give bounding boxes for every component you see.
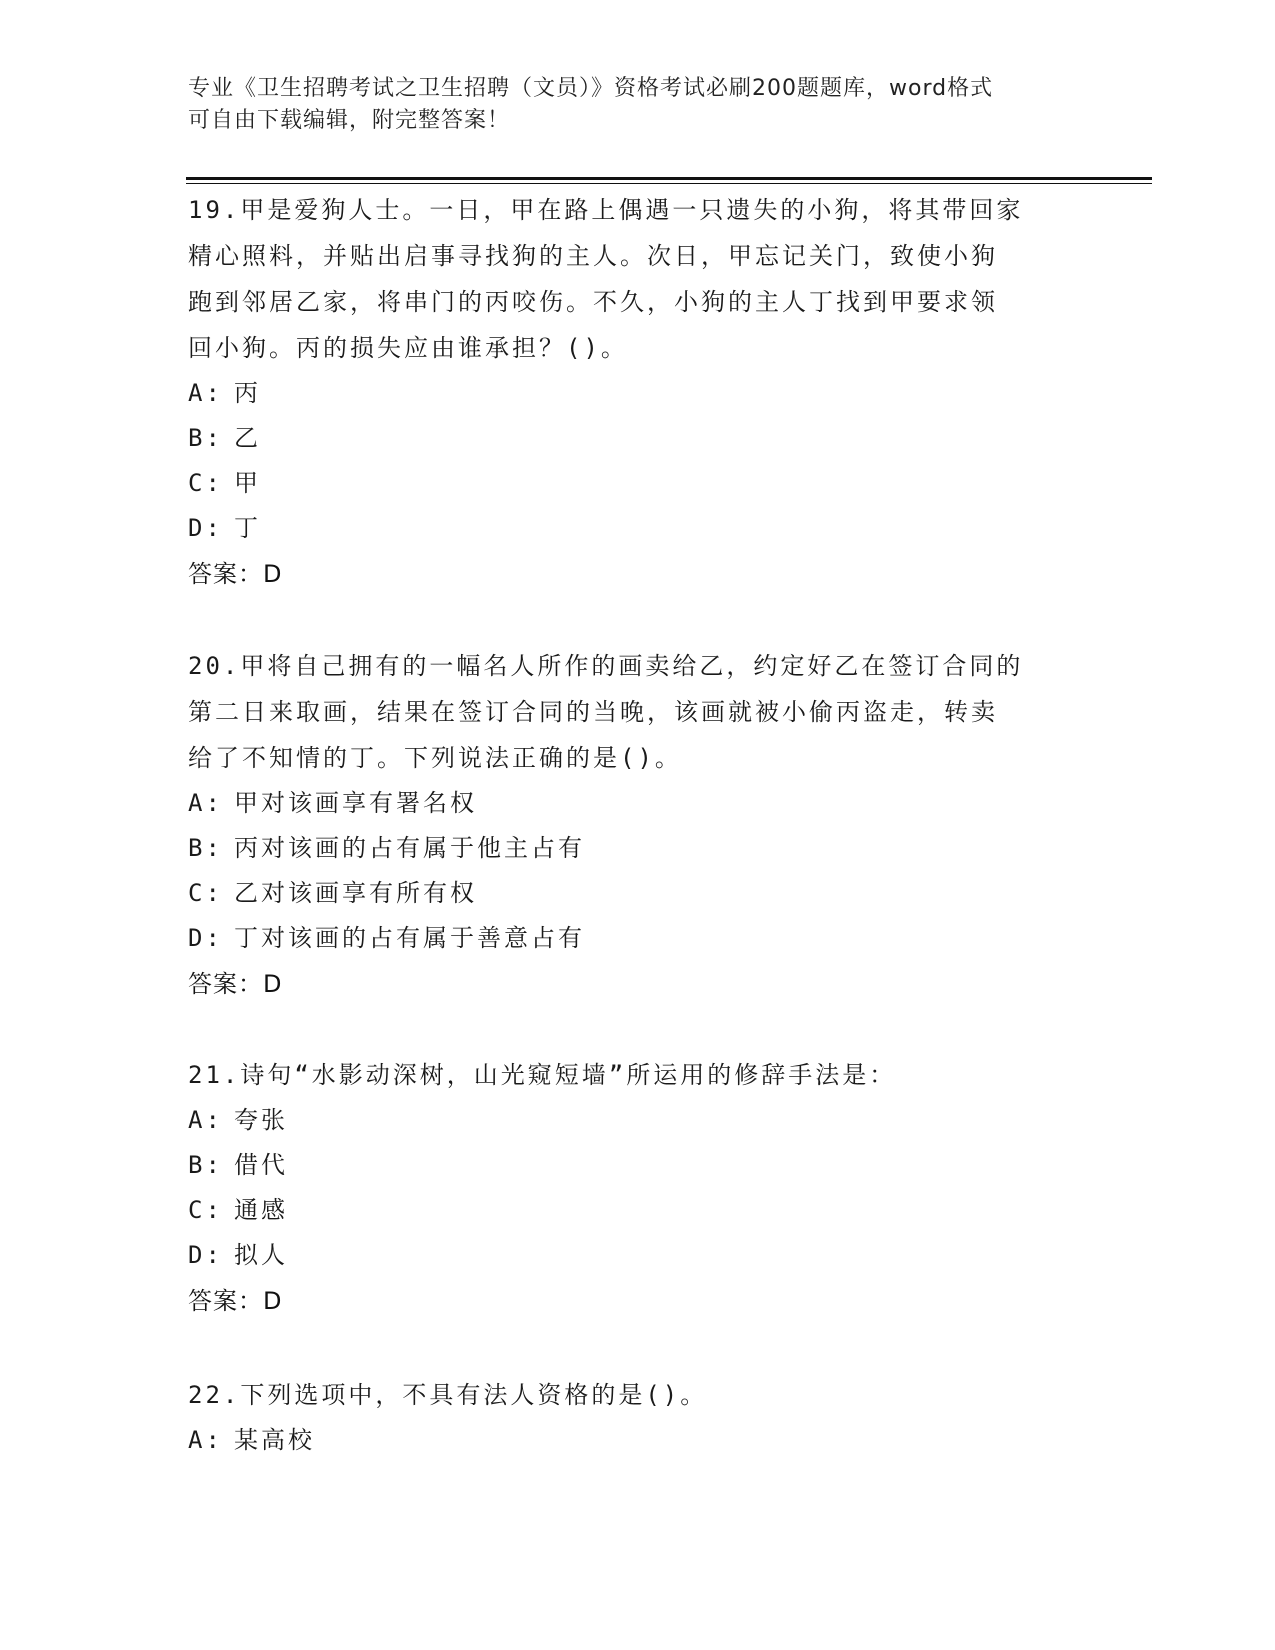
- option-a: [188, 1418, 1088, 1463]
- option-text: 丙: [234, 379, 261, 407]
- option-text: 甲: [234, 469, 261, 497]
- question-stem-line: 回小狗。丙的损失应由谁承担？()。: [188, 334, 628, 362]
- option-a: [188, 1098, 1088, 1143]
- option-text: 借代: [234, 1151, 288, 1179]
- option-key: D:: [188, 924, 223, 952]
- option-d: [188, 1233, 1088, 1278]
- question-22: [188, 1372, 1088, 1463]
- option-key: C:: [188, 1196, 223, 1224]
- option-text: 甲对该画享有署名权: [234, 789, 477, 817]
- option-text: 某高校: [234, 1426, 315, 1454]
- document-header: [188, 73, 1068, 137]
- option-key: B:: [188, 834, 223, 862]
- header-rule-thick: [186, 177, 1152, 180]
- option-key: D:: [188, 514, 223, 542]
- option-key: A:: [188, 1106, 223, 1134]
- option-c: [188, 871, 1088, 916]
- option-key: D:: [188, 1241, 223, 1269]
- option-text: 通感: [234, 1196, 288, 1224]
- answer-label: 答案：D: [188, 560, 283, 588]
- option-key: A:: [188, 789, 223, 817]
- question-stem-line: 跑到邻居乙家，将串门的丙咬伤。不久，小狗的主人丁找到甲要求领: [188, 288, 998, 316]
- question-stem-line: 20.甲将自己拥有的一幅名人所作的画卖给乙，约定好乙在签订合同的: [188, 652, 1024, 680]
- question-20: [188, 643, 1088, 1007]
- header-rule-thin: [186, 183, 1152, 184]
- option-text: 丙对该画的占有属于他主占有: [234, 834, 585, 862]
- question-stem-line: 19.甲是爱狗人士。一日，甲在路上偶遇一只遗失的小狗，将其带回家: [188, 196, 1024, 224]
- question-19: [188, 187, 1088, 597]
- option-d: [188, 506, 1088, 551]
- question-21: [188, 1052, 1088, 1324]
- option-a: [188, 781, 1088, 826]
- option-text: 丁: [234, 514, 261, 542]
- option-text: 乙: [234, 424, 261, 452]
- option-key: B:: [188, 424, 223, 452]
- option-b: [188, 1143, 1088, 1188]
- option-c: [188, 1188, 1088, 1233]
- option-key: A:: [188, 379, 223, 407]
- option-key: C:: [188, 879, 223, 907]
- option-text: 乙对该画享有所有权: [234, 879, 477, 907]
- option-key: A:: [188, 1426, 223, 1454]
- option-text: 拟人: [234, 1241, 288, 1269]
- option-b: [188, 416, 1088, 461]
- question-stem-line: 精心照料，并贴出启事寻找狗的主人。次日，甲忘记关门，致使小狗: [188, 242, 998, 270]
- question-stem-line: 给了不知情的丁。下列说法正确的是()。: [188, 744, 682, 772]
- answer-label: 答案：D: [188, 1287, 283, 1315]
- option-text: 丁对该画的占有属于善意占有: [234, 924, 585, 952]
- question-stem-line: 第二日来取画，结果在签订合同的当晚，该画就被小偷丙盗走，转卖: [188, 698, 998, 726]
- option-text: 夸张: [234, 1106, 288, 1134]
- option-a: [188, 371, 1088, 416]
- answer-label: 答案：D: [188, 970, 283, 998]
- option-b: [188, 826, 1088, 871]
- option-key: C:: [188, 469, 223, 497]
- option-c: [188, 461, 1088, 506]
- option-d: [188, 916, 1088, 961]
- question-stem-line: 22.下列选项中，不具有法人资格的是()。: [188, 1381, 708, 1409]
- header-line-1: 专业《卫生招聘考试之卫生招聘（文员）》资格考试必刷200题题库，word格式: [188, 76, 994, 101]
- option-key: B:: [188, 1151, 223, 1179]
- header-line-2: 可自由下载编辑，附完整答案！: [188, 108, 511, 133]
- question-stem-line: 21.诗句“水影动深树，山光窥短墙”所运用的修辞手法是：: [188, 1061, 897, 1089]
